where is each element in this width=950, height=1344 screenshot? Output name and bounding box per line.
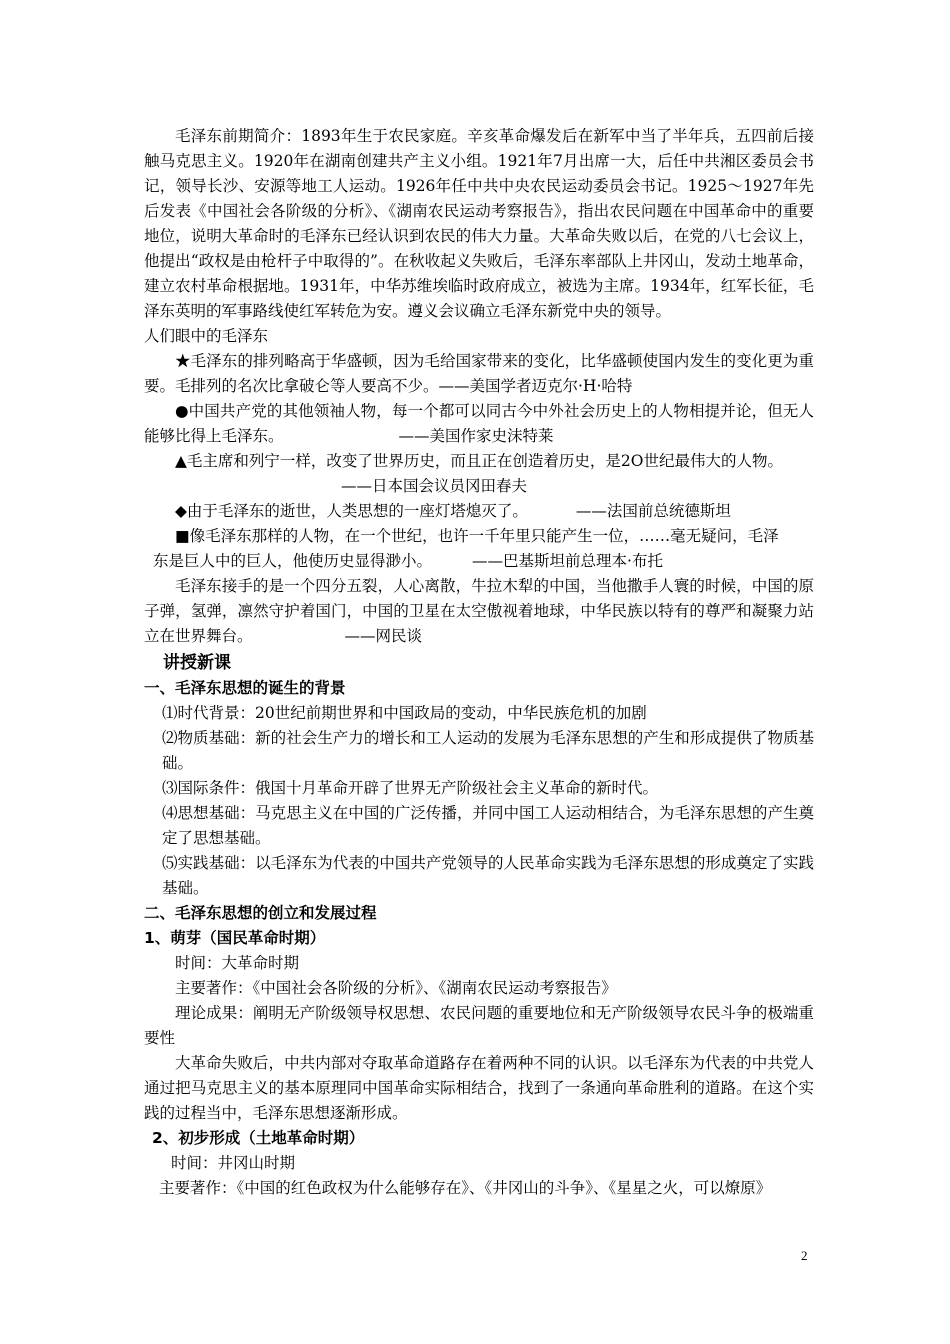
document-page [144,124,814,1201]
stage-2-title: 2、初步形成（土地革命时期） [152,1129,365,1147]
stage-1-title: 1、萌芽（国民革命时期） [144,929,326,947]
quote-netizen [144,574,814,649]
quote-text: ◆由于毛泽东的逝世，人类思想的一座灯塔熄灭了。 [175,502,528,520]
page-number: 2 [801,1248,808,1263]
background-item-2: ⑵物质基础：新的社会生产力的增长和工人运动的发展为毛泽东思想的产生和形成提供了物质基础。 [162,729,814,772]
background-item-1: ⑴时代背景：20世纪前期世界和中国政局的变动，中华民族危机的加剧 [162,704,647,722]
quote-bhutto-line1: ■像毛泽东那样的人物，在一个世纪，也许一千年里只能产生一位，……毫无疑问，毛泽 [175,527,779,545]
quote-destaing [144,499,814,524]
section-2-title: 二、毛泽东思想的创立和发展过程 [144,904,377,922]
stage-1-time: 时间：大革命时期 [175,954,300,972]
section-subtitle: 人们眼中的毛泽东 [144,327,269,345]
quote-source: ——法国前总统德斯坦 [575,502,731,520]
quote-source: ——美国作家史沫特莱 [398,427,554,445]
intro-paragraph: 毛泽东前期简介：1893年生于农民家庭。辛亥革命爆发后在新军中当了半年兵，五四前后接触马克思主义。1920年在湖南创建共产主义小组。1921年7月出席一大，后任中共湘区委员会书记，领导长沙、安源等地工人运动。1926年任中共中央农民运动委员会书记。1925～1927年先后发表《中国社会各阶级的分析》、《湖南农民运动考察报告》，指出农民问题在中国革命中的重要地位，说明大革命时的毛泽东已经认识到农民的伟大力量。大革命失败以后，在党的八七会议上，他提出“政权是由枪杆子中取得的”。在秋收起义失败后，毛泽东率部队上井冈山，发动土地革命，建立农村革命根据地。1931年，中华苏维埃临时政府成立，被选为主席。1934年，红军长征，毛泽东英明的军事路线使红军转危为安。遵义会议确立毛泽东新党中央的领导。 [144,127,814,320]
quote-source: ——网民谈 [344,627,423,645]
stage-1-works: 主要著作：《中国社会各阶级的分析》、《湖南农民运动考察报告》 [175,979,617,997]
stage-2-works: 主要著作：《中国的红色政权为什么能够存在》、《井冈山的斗争》、《星星之火，可以燎原》 [159,1179,772,1197]
background-item-5: ⑸实践基础：以毛泽东为代表的中国共产党领导的人民革命实践为毛泽东思想的形成奠定了实践基础。 [162,854,814,897]
stage-2-time: 时间：井冈山时期 [171,1154,296,1172]
quote-text: 毛泽东接手的是一个四分五裂，人心离散，牛拉木犁的中国，当他撒手人寰的时候，中国的原子弹，氢弹，凛然守护着国门，中国的卫星在太空傲视着地球，中华民族以特有的尊严和凝聚力站立在世界舞台。 [144,577,814,645]
section-1-title: 一、毛泽东思想的诞生的背景 [144,679,346,697]
quote-smedley [144,399,814,449]
lesson-heading: 讲授新课 [163,653,231,673]
quote-source: ——日本国会议员冈田春夫 [341,477,528,495]
quote-text: ●中国共产党的其他领袖人物，每一个都可以同古今中外社会历史上的人物相提并论，但无人能够比得上毛泽东。 [144,402,814,445]
quote-bhutto-line2 [144,549,814,574]
quote-hart: ★毛泽东的排列略高于华盛顿，因为毛给国家带来的变化，比华盛顿使国内发生的变化更为重要。毛排列的名次比拿破仑等人要高不少。——美国学者迈克尔·H·哈特 [144,352,814,395]
background-item-4: ⑷思想基础：马克思主义在中国的广泛传播，并同中国工人运动相结合，为毛泽东思想的产生奠定了思想基础。 [162,804,814,847]
stage-1-theory: 理论成果：阐明无产阶级领导权思想、农民问题的重要地位和无产阶级领导农民斗争的极端重要性 [144,1004,814,1047]
quote-text: 东是巨人中的巨人，他使历史显得渺小。 [153,552,433,570]
quote-okada: ▲毛主席和列宁一样，改变了世界历史，而且正在创造着历史，是2O世纪最伟大的人物。 [175,452,783,470]
quote-source: ——巴基斯坦前总理本·布托 [472,552,663,570]
background-item-3: ⑶国际条件：俄国十月革命开辟了世界无产阶级社会主义革命的新时代。 [162,779,659,797]
stage-1-paragraph: 大革命失败后，中共内部对夺取革命道路存在着两种不同的认识。以毛泽东为代表的中共党人通过把马克思主义的基本原理同中国革命实际相结合，找到了一条通向革命胜利的道路。在这个实践的过程当中，毛泽东思想逐渐形成。 [144,1054,814,1122]
